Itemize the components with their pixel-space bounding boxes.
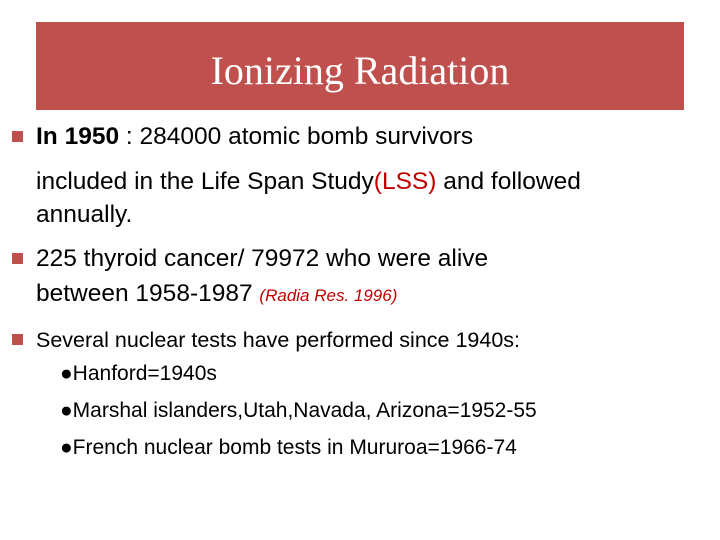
bullet-square-icon: [12, 253, 23, 264]
bullet-1-lead: In 1950: [36, 123, 120, 150]
title-banner: [36, 22, 684, 110]
bullet-1-line-3-text: annually.: [36, 201, 133, 228]
bullet-square-icon: [12, 334, 23, 345]
lss-abbreviation: (LSS): [373, 168, 437, 195]
bullet-1-line-2: [36, 167, 581, 197]
sub-item: ●Hanford=1940s: [60, 362, 217, 385]
citation: (Radia Res. 1996): [259, 286, 398, 305]
bullet-2-line-2: [36, 279, 397, 311]
bullet-1-line-2-end: and followed: [436, 168, 581, 195]
sub-item: ●Marshal islanders,Utah,Navada, Arizona=1952-55: [60, 399, 537, 422]
sub-item: ●French nuclear bomb tests in Mururoa=1966-74: [60, 436, 517, 459]
bullet-1-line-2-text: included in the Life Span Study: [36, 168, 374, 195]
slide-title: Ionizing Radiation: [210, 47, 510, 93]
bullet-1-line-3: [36, 200, 132, 230]
bullet-3-line-1: [36, 325, 520, 355]
bullet-2-line-1: [36, 244, 488, 274]
bullet-1-line-1-text: : 284000 atomic bomb survivors: [119, 123, 474, 150]
bullet-2-line-1-text: 225 thyroid cancer/ 79972 who were alive: [36, 245, 489, 272]
bullet-1-line-1: [36, 122, 473, 152]
bullet-2-line-2-text: between 1958-1987: [36, 280, 260, 307]
bullet-3-line-1-text: Several nuclear tests have performed since 1940s:: [36, 328, 521, 352]
bullet-square-icon: [12, 131, 23, 142]
